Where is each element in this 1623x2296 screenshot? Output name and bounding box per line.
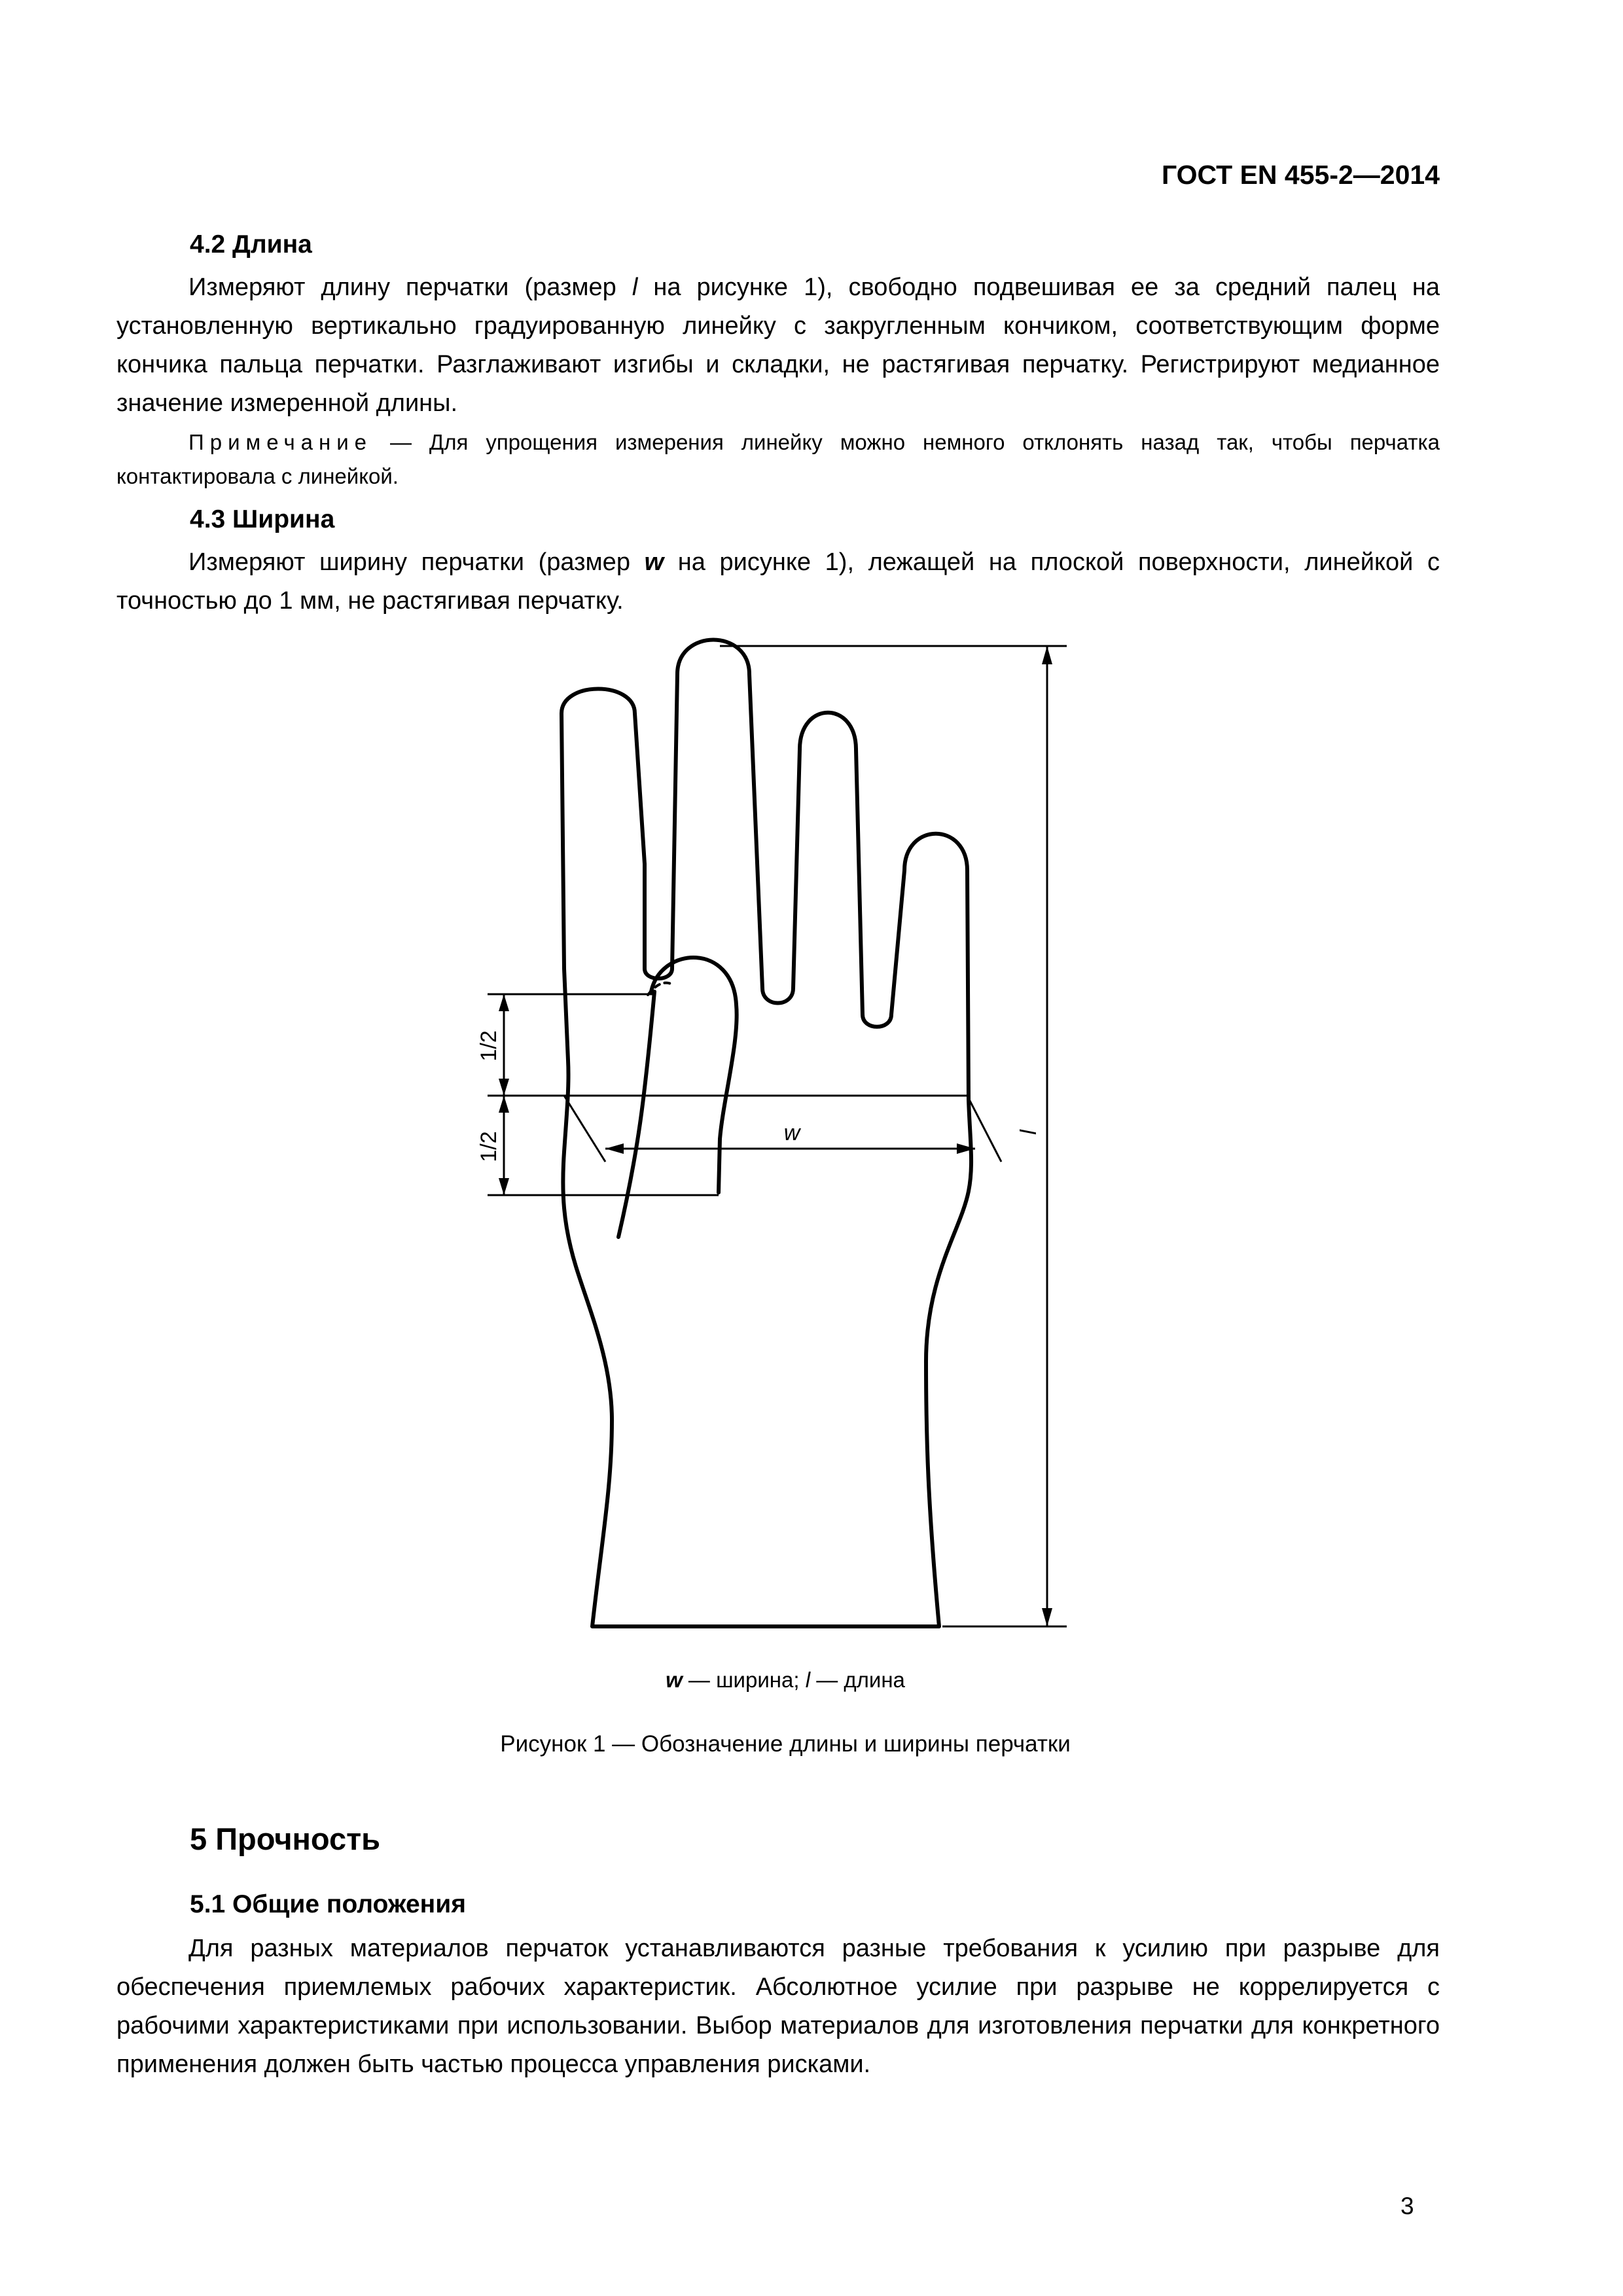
legend-l-text: — длина <box>810 1668 905 1692</box>
section-4-3-heading: 4.3 Ширина <box>190 505 335 533</box>
thumb-outline <box>651 958 737 1193</box>
section-5-1-paragraph: Для разных материалов перчаток устанавливаются разные требования к усилию при разрыве для обеспечения приемлемых рабочих характеристик. Абсолютное усилие при разрыве не коррелируется с рабочими характеристиками при использовании. Выбор материалов для изготовления перчатки для конкретного применения должен быть частью процесса управления рисками. <box>116 1935 1440 2078</box>
thumb-line <box>618 992 654 1237</box>
section-4-2-heading: 4.2 Длина <box>190 230 312 259</box>
para-text-start: Измеряют длину перчатки (размер <box>188 274 632 301</box>
legend-w-symbol: w <box>666 1668 683 1692</box>
legend-w-text: — ширина; <box>682 1668 806 1692</box>
note-label: Примечание <box>188 430 373 454</box>
dim-half-top-label: 1/2 <box>476 1030 501 1062</box>
legend-l-symbol: l <box>805 1668 811 1692</box>
page-number: 3 <box>1400 2193 1414 2219</box>
glove-outline <box>562 640 971 1627</box>
dim-half-bottom-label: 1/2 <box>476 1131 501 1162</box>
section-5-1-heading: 5.1 Общие положения <box>190 1890 466 1918</box>
figure-legend <box>458 1668 1113 1693</box>
page-header: ГОСТ EN 455-2—2014 <box>1161 160 1440 190</box>
note-text: — Для упрощения измерения линейку можно немного отклонять назад так, чтобы перчатка контактировала с линейкой. <box>116 430 1440 488</box>
dim-length-label: l <box>1016 1130 1041 1135</box>
width-symbol: w <box>644 548 664 576</box>
section-5-heading: 5 Прочность <box>190 1821 381 1856</box>
para-text-end: на рисунке 1), лежащей на плоской поверхности, линейкой с точностью до 1 мм, не растягивая перчатку. <box>116 548 1440 615</box>
para-text-end: на рисунке 1), свободно подвешивая ее за средний палец на установленную вертикально градуированную линейку с закругленным кончиком, соответствующим форме кончика пальца перчатки. Разглаживают изгибы и складки, не растягивая перчатку. Регистрируют медианное значение измеренной длины. <box>116 274 1440 417</box>
para-text-start: Измеряют ширину перчатки (размер <box>188 548 645 576</box>
figure-caption: Рисунок 1 — Обозначение длины и ширины перчатки <box>500 1731 1071 1757</box>
dim-width-label: w <box>783 1121 800 1145</box>
length-symbol: l <box>632 274 638 301</box>
